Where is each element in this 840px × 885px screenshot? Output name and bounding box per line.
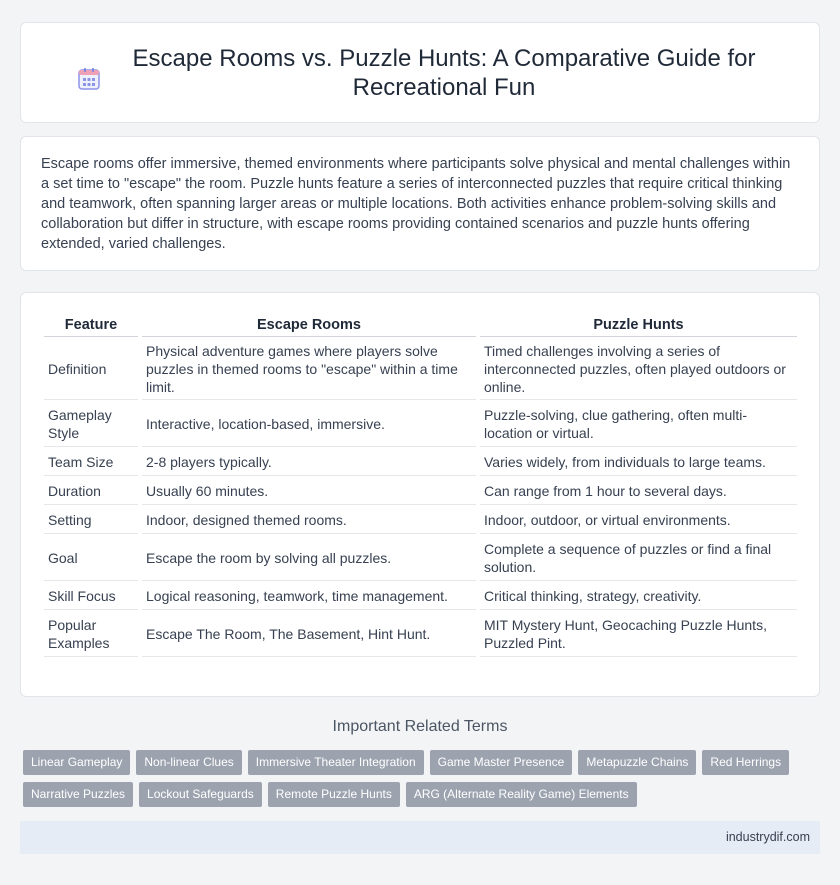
tag-immersive-theater-integration[interactable]: Immersive Theater Integration xyxy=(248,750,424,775)
puzzle-hunt-cell: Indoor, outdoor, or virtual environments. xyxy=(480,507,797,534)
puzzle-hunt-cell: Complete a sequence of puzzles or find a final solution. xyxy=(480,536,797,581)
puzzle-hunt-cell: Puzzle-solving, clue gathering, often multi-location or virtual. xyxy=(480,402,797,447)
feature-cell: Duration xyxy=(44,478,138,505)
puzzle-hunt-cell: Varies widely, from individuals to large teams. xyxy=(480,449,797,476)
tag-non-linear-clues[interactable]: Non-linear Clues xyxy=(136,750,241,775)
escape-room-cell: Escape The Room, The Basement, Hint Hunt. xyxy=(142,612,476,657)
feature-cell: Goal xyxy=(44,536,138,581)
calendar-icon xyxy=(76,66,102,92)
escape-room-cell: Indoor, designed themed rooms. xyxy=(142,507,476,534)
table-row xyxy=(44,536,797,581)
table-row xyxy=(44,583,797,610)
footer-site-link[interactable]: industrydif.com xyxy=(725,830,810,844)
header-feature: Feature xyxy=(44,313,138,337)
puzzle-hunt-cell: Timed challenges involving a series of interconnected puzzles, often played outdoors or online. xyxy=(480,339,797,400)
table-row xyxy=(44,339,797,400)
header-puzzle-hunts: Puzzle Hunts xyxy=(480,313,797,337)
table-row xyxy=(44,612,797,657)
comparison-table-card xyxy=(20,292,820,697)
escape-room-cell: Escape the room by solving all puzzles. xyxy=(142,536,476,581)
escape-room-cell: Logical reasoning, teamwork, time management. xyxy=(142,583,476,610)
table-row xyxy=(44,449,797,476)
puzzle-hunt-cell: Critical thinking, strategy, creativity. xyxy=(480,583,797,610)
feature-cell: Gameplay Style xyxy=(44,402,138,447)
intro-card xyxy=(20,136,820,271)
escape-room-cell: Usually 60 minutes. xyxy=(142,478,476,505)
header-card xyxy=(20,22,820,123)
table-header-row xyxy=(44,313,797,337)
related-terms-tags xyxy=(23,750,823,814)
table-row xyxy=(44,402,797,447)
page-title: Escape Rooms vs. Puzzle Hunts: A Comparative Guide for Recreational Fun xyxy=(132,44,756,101)
tag-remote-puzzle-hunts[interactable]: Remote Puzzle Hunts xyxy=(268,782,400,807)
tag-narrative-puzzles[interactable]: Narrative Puzzles xyxy=(23,782,133,807)
feature-cell: Definition xyxy=(44,339,138,400)
tag-row xyxy=(23,782,823,807)
tag-red-herrings[interactable]: Red Herrings xyxy=(702,750,789,775)
escape-room-cell: Physical adventure games where players solve puzzles in themed rooms to "escape" within a time limit. xyxy=(142,339,476,400)
escape-room-cell: 2-8 players typically. xyxy=(142,449,476,476)
tag-arg-elements[interactable]: ARG (Alternate Reality Game) Elements xyxy=(406,782,637,807)
footer xyxy=(20,821,820,854)
related-terms-title: Important Related Terms xyxy=(332,718,508,735)
feature-cell: Team Size xyxy=(44,449,138,476)
feature-cell: Setting xyxy=(44,507,138,534)
escape-room-cell: Interactive, location-based, immersive. xyxy=(142,402,476,447)
feature-cell: Popular Examples xyxy=(44,612,138,657)
puzzle-hunt-cell: MIT Mystery Hunt, Geocaching Puzzle Hunts, Puzzled Pint. xyxy=(480,612,797,657)
tag-lockout-safeguards[interactable]: Lockout Safeguards xyxy=(139,782,262,807)
puzzle-hunt-cell: Can range from 1 hour to several days. xyxy=(480,478,797,505)
tag-row xyxy=(23,750,823,775)
tag-metapuzzle-chains[interactable]: Metapuzzle Chains xyxy=(578,750,696,775)
header-escape-rooms: Escape Rooms xyxy=(142,313,476,337)
feature-cell: Skill Focus xyxy=(44,583,138,610)
table-row xyxy=(44,507,797,534)
tag-linear-gameplay[interactable]: Linear Gameplay xyxy=(23,750,130,775)
comparison-table xyxy=(40,311,801,659)
table-row xyxy=(44,478,797,505)
intro-text: Escape rooms offer immersive, themed environments where participants solve physical and mental challenges within a set time to "escape" the room. Puzzle hunts feature a series of interconnected puzzles that require critical thinking and teamwork, often spanning larger areas or multiple locations. Both activities enhance problem-solving skills and collaboration but differ in structure, with escape rooms providing contained scenarios and puzzle hunts offering extended, varied challenges. xyxy=(41,156,791,252)
tag-game-master-presence[interactable]: Game Master Presence xyxy=(430,750,573,775)
